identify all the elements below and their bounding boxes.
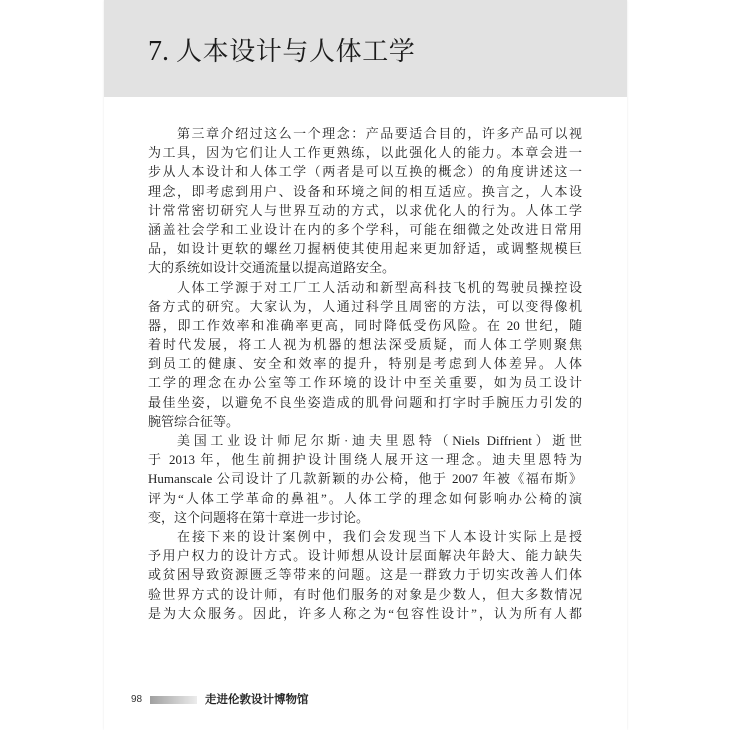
book-page bbox=[104, 0, 627, 730]
text-line: 人体工学源于对工厂工人活动和新型高科技飞机的驾驶员操控设 bbox=[177, 279, 582, 295]
text-line: 最佳坐姿，以避免不良坐姿造成的肌骨问题和打字时手腕压力引发的 bbox=[148, 394, 582, 410]
footer-gradient-bar bbox=[150, 696, 197, 704]
text-line: Humanscale 公司设计了几款新颖的办公椅，他于 2007 年被《福布斯》 bbox=[148, 471, 582, 487]
text-line: 变，这个问题将在第十章进一步讨论。 bbox=[148, 509, 370, 525]
chapter-number: 7. bbox=[148, 36, 169, 67]
paragraph bbox=[148, 278, 582, 432]
text-line: 大的系统如设计交通流量以提高道路安全。 bbox=[148, 260, 396, 276]
text-line: 涵盖社会学和工业设计在内的多个学科，可能在细微之处改进日常用 bbox=[148, 221, 582, 237]
running-title: 走进伦敦设计博物馆 bbox=[205, 694, 309, 706]
text-line: 着时代发展，将工人视为机器的想法深受质疑，而人体工学则聚焦 bbox=[148, 337, 582, 353]
text-line: 或贫困导致资源匮乏等带来的问题。这是一群致力于切实改善人们体 bbox=[148, 567, 582, 583]
text-line: 第三章介绍过这么一个理念：产品要适合目的，许多产品可以视 bbox=[177, 126, 582, 141]
text-line: 到员工的健康、安全和效率的提升，特别是考虑到人体差异。人体 bbox=[148, 356, 582, 372]
text-line: 工学的理念在办公室等工作环境的设计中至关重要，如为员工设计 bbox=[148, 375, 582, 391]
text-line: 在接下来的设计案例中，我们会发现当下人本设计实际上是授 bbox=[177, 528, 582, 544]
text-line: 品，如设计更软的螺丝刀握柄使其使用起来更加舒适，或调整规模巨 bbox=[148, 241, 582, 257]
chapter-heading bbox=[148, 34, 415, 68]
chapter-title: 人本设计与人体工学 bbox=[176, 36, 416, 66]
page-number: 98 bbox=[131, 694, 143, 705]
text-line: 验世界方式的设计师，有时他们服务的对象是少数人，但大多数情况 bbox=[148, 586, 582, 602]
text-line: 评为“人体工学革命的鼻祖”。人体工学的理念如何影响办公椅的演 bbox=[148, 490, 582, 506]
text-line: 器，即工作效率和准确率更高，同时降低受伤风险。在 20 世纪，随 bbox=[148, 317, 582, 333]
paragraph bbox=[148, 124, 582, 278]
text-line: 步从人本设计和人体工学（两者是可以互换的概念）的角度讲述这一 bbox=[148, 164, 582, 180]
text-line: 美国工业设计师尼尔斯·迪夫里恩特（Niels Diffrient）逝世 bbox=[177, 433, 582, 448]
text-line: 予用户权力的设计方式。设计师想从设计层面解决年龄大、能力缺失 bbox=[148, 548, 582, 564]
text-line: 理念，即考虑到用户、设备和环境之间的相互适应。换言之，人本设 bbox=[148, 183, 582, 199]
text-line: 计常常密切研究人与世界互动的方式，以求优化人的行为。人体工学 bbox=[148, 202, 582, 218]
text-line: 于 2013 年，他生前拥护设计围绕人展开这一理念。迪夫里恩特为 bbox=[148, 452, 582, 468]
body-text bbox=[148, 124, 582, 623]
paragraph bbox=[148, 431, 582, 527]
chapter-header bbox=[104, 0, 627, 97]
text-line: 备方式的研究。大家认为，人通过科学且周密的方法，可以变得像机 bbox=[148, 298, 582, 314]
text-line: 为工具，因为它们让人工作更熟练，以此强化人的能力。本章会进一 bbox=[148, 145, 582, 161]
text-line: 是为大众服务。因此，许多人称之为“包容性设计”，认为所有人都 bbox=[148, 605, 582, 621]
paragraph bbox=[148, 527, 582, 623]
text-line: 腕管综合征等。 bbox=[148, 413, 240, 429]
